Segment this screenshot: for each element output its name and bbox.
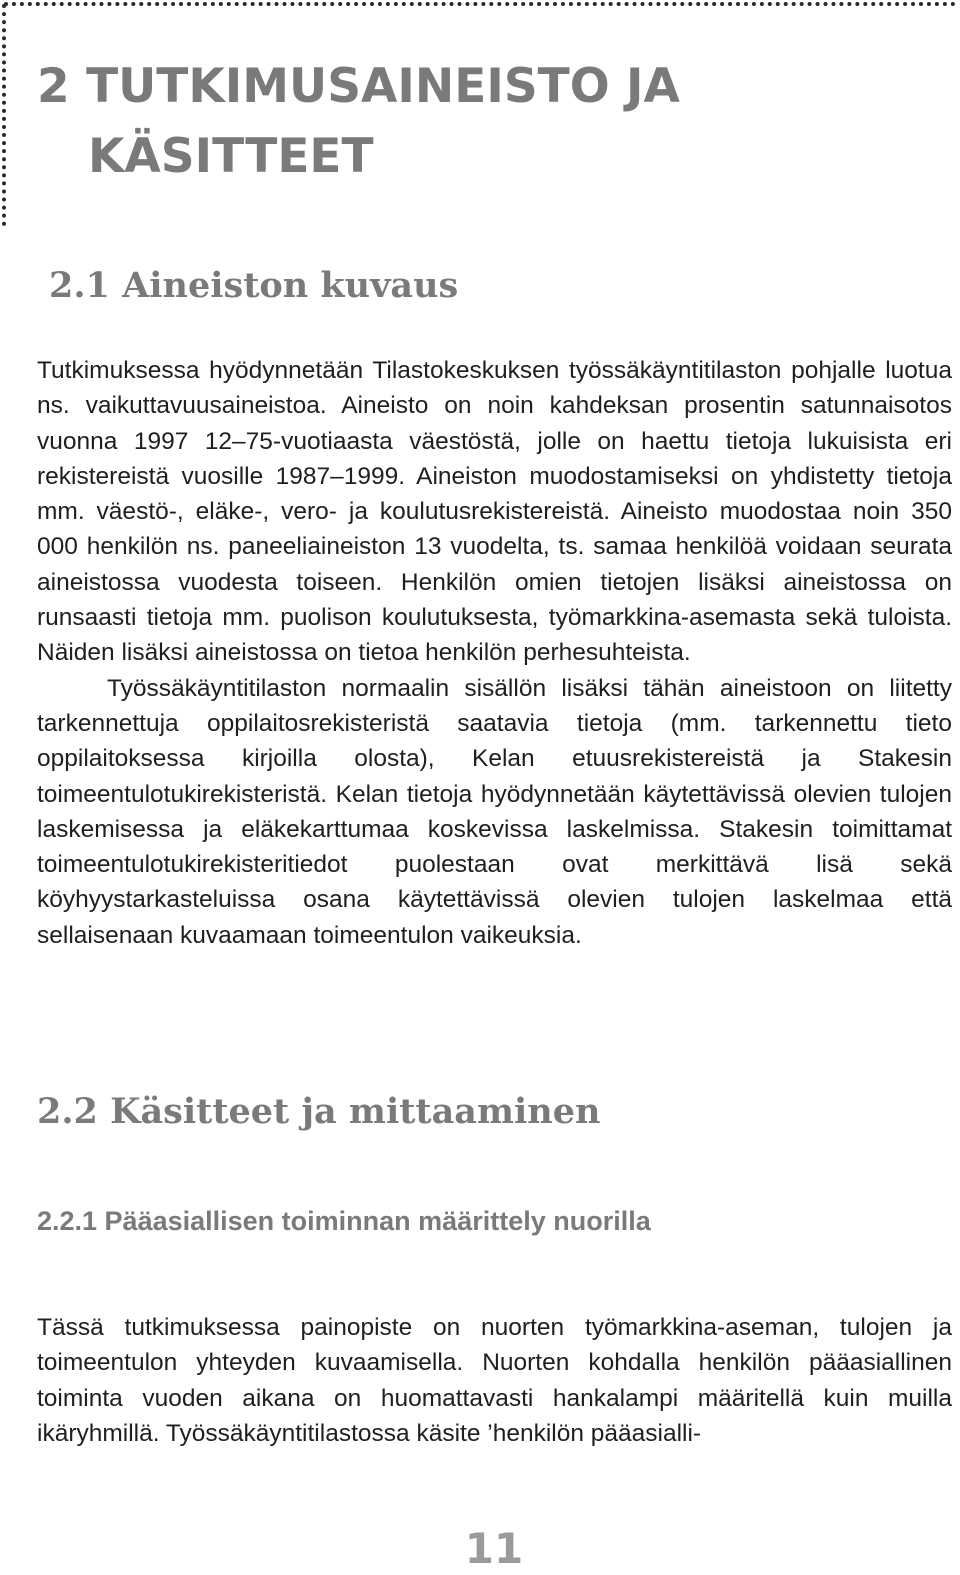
chapter-title-line2: KÄSITTEET bbox=[88, 129, 374, 184]
paragraph: Tässä tutkimuksessa painopiste on nuorten työmarkkina-aseman, tulojen ja toimeentulon yhteyden kuvaamisella. Nuorten kohdalla henkilön pääasiallinen toiminta vuoden aikana on huomattavasti hankalampi määritellä kuin muilla ikäryhmillä. Työssäkäyntitilastossa käsite ’henkilön pääasialli- bbox=[37, 1314, 952, 1447]
page-number: 11 bbox=[464, 1524, 524, 1573]
section-2-1-body bbox=[37, 353, 952, 953]
chapter-title bbox=[37, 52, 917, 192]
dotted-border-left bbox=[2, 4, 6, 226]
paragraph: Työssäkäyntitilaston normaalin sisällön lisäksi tähän aineistoon on liitetty tarkennettuja oppilaitosrekisteristä saatavia tietoja (mm. tarkennettu tieto oppilaitoksessa kirjoilla olosta), Kelan etuusrekistereistä ja Stakesin toimeentulotukirekisteristä. Kelan tietoja hyödynnetään käytettävissä olevien tulojen laskemisessa ja eläkekarttumaa koskevissa laskelmissa. Stakesin toimittamat toimeentulotukirekisteritiedot puolestaan ovat merkittävä lisä sekä köyhyystarkasteluissa osana käytettävissä olevien tulojen laskelmaa että sellaisenaan kuvaamaan toimeentulon vaikeuksia. bbox=[37, 674, 952, 949]
section-heading-2-2: 2.2 Käsitteet ja mittaaminen bbox=[37, 1091, 601, 1132]
chapter-title-line1: 2 TUTKIMUSAINEISTO JA bbox=[37, 59, 680, 114]
paragraph: Tutkimuksessa hyödynnetään Tilastokeskuksen työssäkäyntitilaston pohjalle luotua ns. vaikuttavuusaineistoa. Aineisto on noin kahdeksan prosentin satunnaisotos vuonna 1997 12–75-vuotiaasta väestöstä, jolle on haettu tietoja lukuisista eri rekistereistä vuosille 1987–1999. Aineiston muodostamiseksi on yhdistetty tietoja mm. väestö-, eläke-, vero- ja koulutusrekistereistä. Aineisto muodostaa noin 350 000 henkilön ns. paneeliaineiston 13 vuodelta, ts. samaa henkilöä voidaan seurata aineistossa vuodesta toiseen. Henkilön omien tietojen lisäksi aineistossa on runsaasti tietoja mm. puolison koulutuksesta, työmarkkina-asemasta sekä tuloista. Näiden lisäksi aineistossa on tietoa henkilön perhesuhteista. bbox=[37, 357, 952, 667]
subsection-heading-2-2-1: 2.2.1 Pääasiallisen toiminnan määrittely nuorilla bbox=[37, 1206, 651, 1236]
dotted-border-top bbox=[4, 2, 956, 6]
section-2-2-1-body bbox=[37, 1310, 952, 1451]
section-heading-2-1: 2.1 Aineiston kuvaus bbox=[49, 265, 459, 306]
